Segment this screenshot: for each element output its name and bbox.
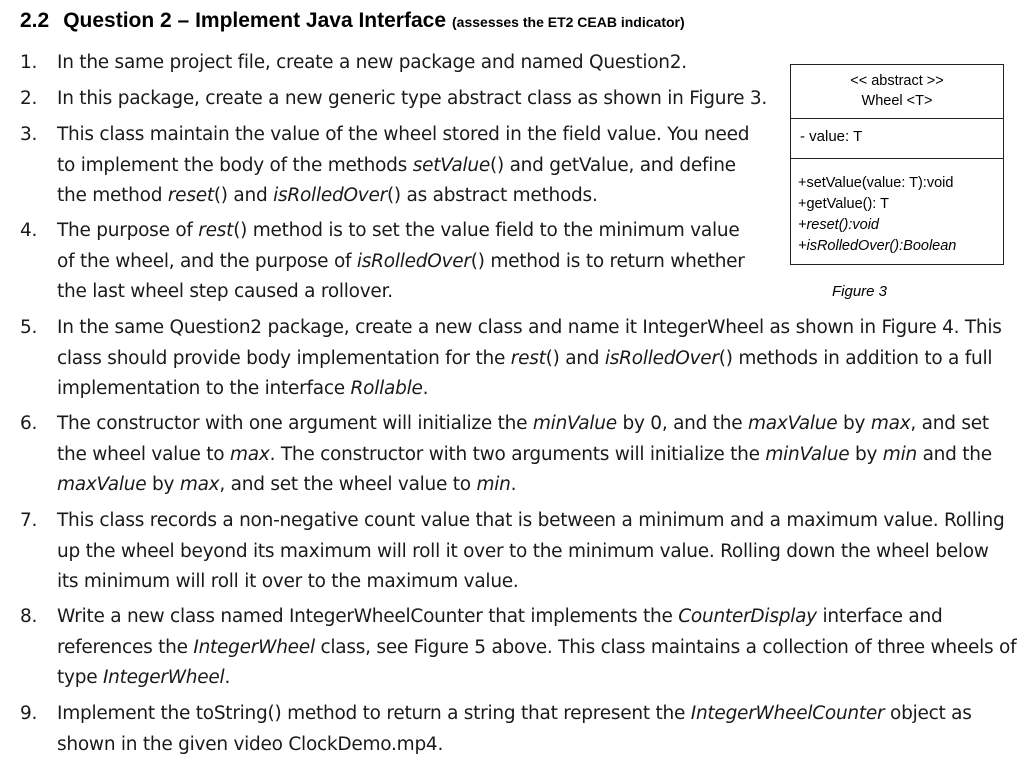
item-text-line: implementation to the interface Rollable.	[57, 378, 429, 399]
item-text-line: up the wheel beyond its maximum will roll it over to the minimum value. Rolling down the wheel below	[57, 540, 989, 562]
section-assessment: (assesses the ET2 CEAB indicator)	[452, 14, 685, 30]
item-text-line: class should provide body implementation for the rest() and isRolledOver() methods in addition to a full	[57, 347, 993, 369]
item-text	[57, 506, 1004, 598]
item-number: 5.	[20, 317, 38, 338]
item-text-line: the wheel value to max. The constructor with two arguments will initialize the minValue by min and the	[57, 443, 992, 465]
uml-stereotype: << abstract >>	[850, 73, 944, 89]
item-text-line: the last wheel step caused a rollover.	[57, 281, 393, 302]
item-text-line: type IntegerWheel.	[57, 667, 231, 688]
item-text	[57, 48, 687, 79]
item-text-line: This class records a non-negative count value that is between a minimum and a maximum value. Rolling	[57, 510, 1005, 531]
item-text-line: In this package, create a new generic type abstract class as shown in Figure 3.	[57, 88, 768, 109]
uml-methods-section	[791, 158, 1003, 264]
item-text-line: This class maintain the value of the wheel stored in the field value. You need	[57, 124, 750, 145]
item-text-line: The purpose of rest() method is to set the value field to the minimum value	[57, 220, 740, 241]
item-text-line: The constructor with one argument will initialize the minValue by 0, and the maxValue by max, and set	[57, 413, 989, 434]
item-number: 1.	[20, 52, 38, 73]
uml-method: +isRolledOver():Boolean	[798, 238, 957, 254]
item-text-line: shown in the given video ClockDemo.mp4.	[57, 733, 444, 755]
item-text-line: In the same project file, create a new package and named Question2.	[57, 52, 687, 73]
item-text	[57, 699, 972, 760]
item-number: 4.	[20, 220, 38, 241]
figure-caption: Figure 3	[832, 283, 888, 300]
uml-attribute: - value: T	[800, 128, 863, 145]
item-text-line: In the same Question2 package, create a new class and name it IntegerWheel as shown in Figure 4. This	[57, 317, 1002, 338]
uml-method: +getValue(): T	[798, 196, 889, 212]
item-text-line: of the wheel, and the purpose of isRolledOver() method is to return whether	[57, 250, 745, 272]
uml-attributes-section	[791, 118, 1003, 158]
section-heading	[20, 9, 685, 33]
item-text	[57, 216, 745, 308]
item-text	[57, 602, 1016, 694]
item-number: 8.	[20, 606, 38, 627]
item-text	[57, 84, 767, 115]
item-number: 3.	[20, 124, 38, 145]
item-text-line: references the IntegerWheel class, see Figure 5 above. This class maintains a collection of three wheels of	[57, 636, 1017, 658]
item-text-line: its minimum will roll it over to the maximum value.	[57, 571, 519, 592]
item-text	[57, 313, 1002, 405]
uml-method: +reset():void	[798, 217, 879, 233]
item-text-line: Write a new class named IntegerWheelCounter that implements the CounterDisplay interface and	[57, 606, 943, 627]
uml-class-name: Wheel <T>	[861, 93, 933, 109]
uml-method: +setValue(value: T):void	[798, 175, 954, 191]
item-text-line: the method reset() and isRolledOver() as abstract methods.	[57, 185, 598, 206]
uml-class-diagram	[790, 64, 1004, 265]
item-text-line: maxValue by max, and set the wheel value to min.	[57, 474, 517, 495]
section-title: Question 2 – Implement Java Interface	[63, 9, 447, 32]
item-number: 9.	[20, 703, 38, 724]
item-text-line: Implement the toString() method to return a string that represent the IntegerWheelCounter object as	[57, 703, 972, 724]
item-number: 6.	[20, 413, 38, 434]
uml-class-name-section	[791, 65, 1003, 118]
item-number: 7.	[20, 510, 38, 531]
item-text	[57, 120, 749, 212]
item-text-line: to implement the body of the methods setValue() and getValue, and define	[57, 154, 736, 176]
item-number: 2.	[20, 88, 38, 109]
section-number: 2.2	[20, 9, 50, 32]
item-text	[57, 409, 992, 501]
